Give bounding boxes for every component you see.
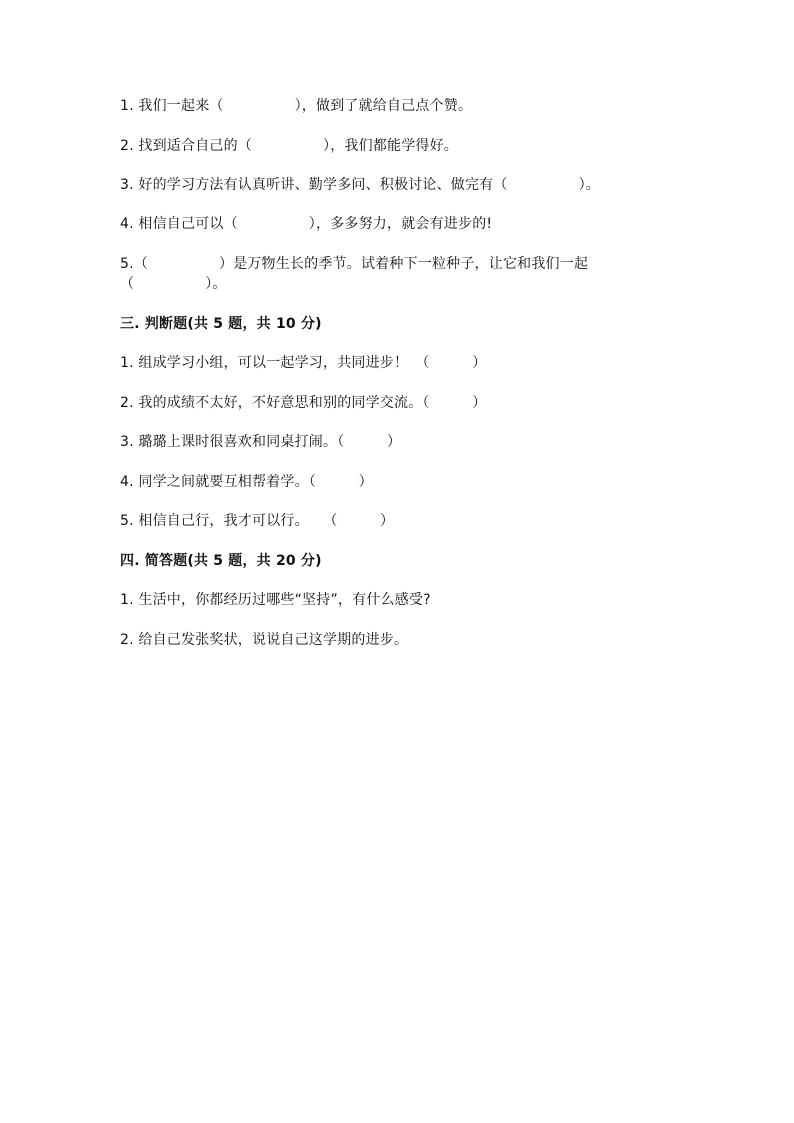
- fill-blank-item-2: 2. 找到适合自己的（ ），我们都能学得好。: [120, 138, 459, 154]
- fill-blank-item-5: 5.（ ）是万物生长的季节。试着种下一粒种子，让它和我们一起: [120, 256, 589, 272]
- fill-blank-item-5-continued: （ ）。: [120, 276, 227, 292]
- judgment-item-2: 2. 我的成绩不太好，不好意思和别的同学交流。（ ）: [120, 395, 487, 411]
- short-answer-item-2: 2. 给自己发张奖状，说说自己这学期的进步。: [120, 632, 409, 648]
- fill-blank-item-1: 1. 我们一起来（ ），做到了就给自己点个赞。: [120, 98, 473, 114]
- fill-blank-item-4: 4. 相信自己可以（ ），多多努力，就会有进步的!: [120, 216, 493, 232]
- judgment-item-5: 5. 相信自己行，我才可以行。 （ ）: [120, 513, 395, 529]
- fill-blank-item-3: 3. 好的学习方法有认真听讲、勤学多问、积极讨论、做完有（ ）。: [120, 177, 601, 193]
- section-heading-short-answer: 四. 简答题(共 5 题，共 20 分): [120, 553, 322, 569]
- judgment-item-4: 4. 同学之间就要互相帮着学。（ ）: [120, 474, 373, 490]
- section-heading-judgment: 三. 判断题(共 5 题，共 10 分): [120, 316, 322, 332]
- judgment-item-1: 1. 组成学习小组，可以一起学习，共同进步！ （ ）: [120, 355, 487, 371]
- judgment-item-3: 3. 璐璐上课时很喜欢和同桌打闹。（ ）: [120, 434, 402, 450]
- short-answer-item-1: 1. 生活中，你都经历过哪些“坚持”，有什么感受?: [120, 592, 431, 608]
